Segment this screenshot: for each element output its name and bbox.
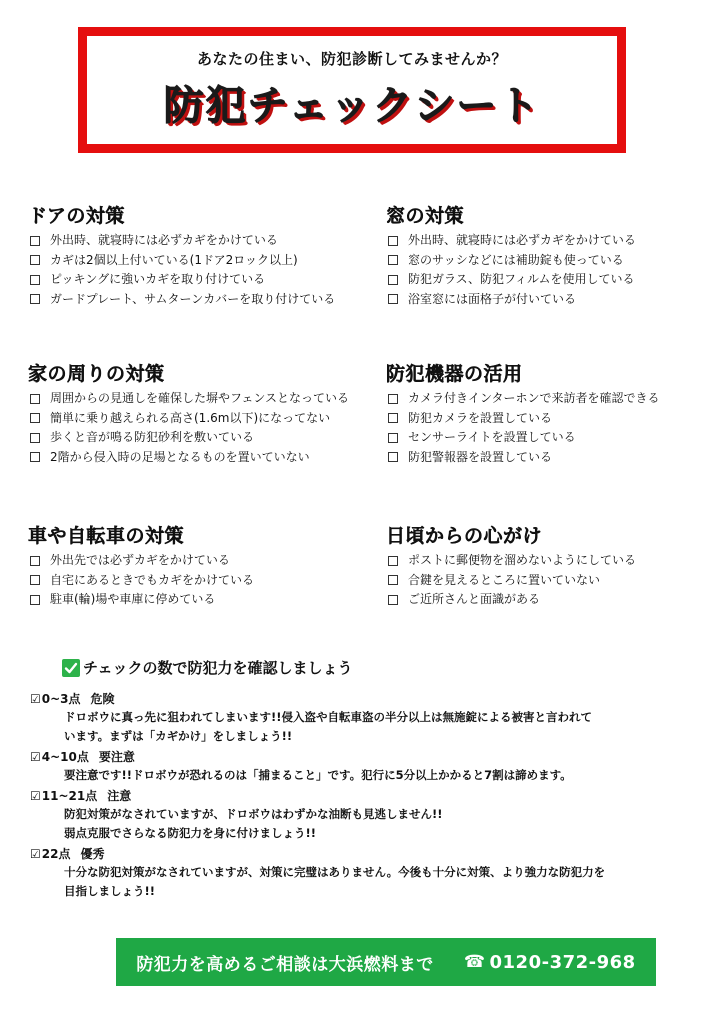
- checklist-item-label: 駐車(輪)場や車庫に停めている: [50, 592, 216, 606]
- section-surroundings: [28, 359, 349, 467]
- checklist-item[interactable]: [386, 428, 660, 448]
- checkbox-icon[interactable]: [388, 433, 398, 443]
- tier-level: 注意: [107, 789, 132, 803]
- checklist-item[interactable]: [28, 571, 254, 591]
- checkbox-icon[interactable]: [388, 255, 398, 265]
- score-tier: [30, 787, 670, 843]
- checklist-item[interactable]: [386, 270, 636, 290]
- section-title: 防犯機器の活用: [386, 363, 523, 385]
- checkbox-icon[interactable]: [30, 452, 40, 462]
- checkbox-icon[interactable]: [388, 394, 398, 404]
- header-subtitle: あなたの住まい、防犯診断してみませんか？: [196, 50, 507, 68]
- tier-description: います。まずは「カギかけ」をしましょう!!: [64, 729, 293, 743]
- section-title: 車や自転車の対策: [28, 525, 185, 547]
- checklist-item[interactable]: [386, 231, 636, 251]
- checklist-item[interactable]: [386, 251, 636, 271]
- score-heading: [62, 657, 353, 678]
- tier-description: 弱点克服でさらなる防犯力を身に付けましょう!!: [64, 826, 316, 840]
- checkbox-icon[interactable]: [30, 394, 40, 404]
- checklist-item-label: 防犯警報器を設置している: [408, 449, 553, 464]
- checklist-item-label: 2階から侵入時の足場となるものを置いていない: [50, 449, 310, 464]
- checklist-item-label: 窓のサッシなどには補助錠も使っている: [408, 252, 624, 267]
- checkbox-icon[interactable]: [30, 556, 40, 566]
- checklist-item[interactable]: [386, 448, 660, 468]
- checked-box-icon: ☑: [30, 789, 41, 803]
- tier-level: 優秀: [80, 847, 105, 861]
- tier-description: 防犯対策がなされていますが、ドロボウはわずかな油断も見逃しません!!: [64, 807, 443, 821]
- checklist-item[interactable]: [28, 389, 349, 409]
- checklist-item-label: ピッキングに強いカギを取り付けている: [50, 272, 266, 286]
- checklist-item[interactable]: [28, 251, 335, 271]
- checklist-item[interactable]: [386, 290, 636, 310]
- checklist-item[interactable]: [386, 389, 660, 409]
- checkbox-icon[interactable]: [30, 595, 40, 605]
- section-door: [28, 201, 335, 309]
- checklist-item[interactable]: [28, 551, 254, 571]
- score-tier: [30, 748, 670, 785]
- tier-description: ドロボウに真っ先に狙われてしまいます!!侵入盗や自転車盗の半分以上は無施錠による被害と言われて: [64, 710, 592, 724]
- section-devices: [386, 359, 660, 467]
- header-box: [78, 27, 626, 153]
- checked-box-icon: ☑: [30, 847, 41, 861]
- checklist-item-label: 周囲からの見通しを確保した塀やフェンスとなっている: [50, 391, 350, 405]
- section-daily: [386, 521, 636, 610]
- checked-box-icon: ☑: [30, 692, 41, 706]
- telephone-icon: ☎: [463, 952, 486, 972]
- checklist-item-label: センサーライトを設置している: [408, 430, 576, 444]
- checkbox-icon[interactable]: [30, 294, 40, 304]
- checklist-item-label: 自宅にあるときでもカギをかけている: [50, 572, 255, 587]
- checklist-item[interactable]: [386, 551, 636, 571]
- score-tier: [30, 845, 670, 901]
- checklist-item[interactable]: [386, 409, 660, 429]
- score-tiers: [30, 690, 670, 903]
- tier-range: 22点: [41, 847, 71, 861]
- banner-text: 防犯力を高めるご相談は大浜燃料まで: [136, 954, 434, 975]
- checklist-item[interactable]: [28, 231, 335, 251]
- checklist-item-label: カギは2個以上付いている(1ドア2ロック以上): [50, 252, 298, 267]
- checklist-item[interactable]: [28, 448, 349, 468]
- checkbox-icon[interactable]: [30, 236, 40, 246]
- checklist-item-label: 防犯ガラス、防犯フィルムを使用している: [408, 272, 635, 286]
- checkbox-icon[interactable]: [388, 275, 398, 285]
- checkbox-icon[interactable]: [30, 433, 40, 443]
- checkbox-icon[interactable]: [30, 255, 40, 265]
- check-icon: [62, 659, 80, 677]
- checklist-item[interactable]: [28, 270, 335, 290]
- tier-level: 危険: [90, 692, 115, 706]
- checkbox-icon[interactable]: [30, 275, 40, 285]
- section-window: [386, 201, 636, 309]
- checkbox-icon[interactable]: [388, 452, 398, 462]
- checkbox-icon[interactable]: [388, 575, 398, 585]
- checkbox-icon[interactable]: [388, 556, 398, 566]
- checklist-item-label: ご近所さんと面識がある: [408, 592, 541, 606]
- section-title: 日頃からの心がけ: [386, 525, 543, 547]
- contact-banner: [116, 938, 656, 986]
- checked-box-icon: ☑: [30, 750, 41, 764]
- checklist-item-label: ポストに郵便物を溜めないようにしている: [408, 553, 637, 567]
- score-heading-label: チェックの数で防犯力を確認しましょう: [83, 659, 353, 677]
- checklist-item[interactable]: [28, 290, 335, 310]
- section-vehicle: [28, 521, 254, 610]
- checklist-item-label: 合鍵を見えるところに置いていない: [408, 572, 601, 587]
- section-title: 家の周りの対策: [28, 363, 165, 385]
- checklist-item[interactable]: [386, 571, 636, 591]
- tier-range: 11~21点: [41, 789, 98, 803]
- checklist-item[interactable]: [28, 409, 349, 429]
- checklist-item[interactable]: [28, 428, 349, 448]
- checklist-item-label: ガードプレート、サムターンカバーを取り付けている: [50, 291, 336, 306]
- checklist-item-label: 外出先では必ずカギをかけている: [50, 553, 230, 567]
- checkbox-icon[interactable]: [388, 413, 398, 423]
- checklist-item-label: 外出時、就寝時には必ずカギをかけている: [50, 233, 278, 247]
- checklist-item-label: 防犯カメラを設置している: [408, 410, 553, 425]
- checkbox-icon[interactable]: [388, 595, 398, 605]
- checkbox-icon[interactable]: [30, 413, 40, 423]
- checklist-item[interactable]: [28, 590, 254, 610]
- checklist-item-label: カメラ付きインターホンで来訪者を確認できる: [408, 391, 660, 405]
- checkbox-icon[interactable]: [30, 575, 40, 585]
- section-title: 窓の対策: [386, 205, 465, 227]
- tier-description: 要注意です!!ドロボウが恐れるのは「捕まること」です。犯行に5分以上かかると7割は諦めます。: [64, 768, 572, 782]
- page-title: 防犯チェックシート: [163, 83, 541, 129]
- tier-description: 十分な防犯対策がなされていますが、対策に完璧はありません。今後も十分に対策、より強力な防犯力を: [64, 865, 606, 879]
- tier-description: 目指しましょう!!: [64, 884, 155, 898]
- checklist-item-label: 歩くと音が鳴る防犯砂利を敷いている: [50, 430, 255, 444]
- tier-range: 4~10点: [41, 750, 89, 764]
- tier-level: 要注意: [98, 750, 135, 764]
- checkbox-icon[interactable]: [388, 236, 398, 246]
- checklist-item-label: 簡単に乗り越えられる高さ(1.6m以下)になってない: [50, 410, 331, 425]
- score-tier: [30, 690, 670, 746]
- checklist-item[interactable]: [386, 590, 636, 610]
- phone-number-label: 0120-372-968: [489, 951, 636, 973]
- tier-range: 0~3点: [41, 692, 81, 706]
- checklist-item-label: 外出時、就寝時には必ずカギをかけている: [408, 233, 636, 247]
- checkbox-icon[interactable]: [388, 294, 398, 304]
- checklist-item-label: 浴室窓には面格子が付いている: [408, 291, 577, 306]
- phone-number[interactable]: [464, 952, 636, 973]
- section-title: ドアの対策: [28, 205, 125, 227]
